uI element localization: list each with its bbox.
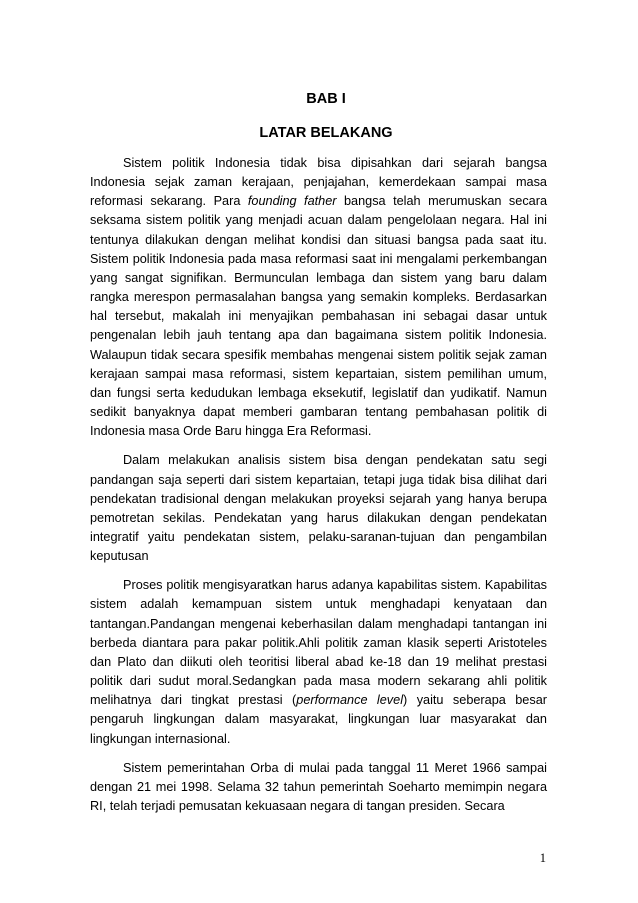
paragraph-text: Proses politik mengisyaratkan harus adanya kapabilitas sistem. Kapabilitas sistem adalah kemampuan sistem untuk menghadapi kenyataan dan tantangan.Pandangan mengenai keberhasilan dalam menghadapi tantangan ini berbeda diantara para pakar politik.Ahli politik zaman klasik seperti Aristoteles dan Plato dan diikuti oleh teoritisi liberal abad ke-18 dan 19 melihat prestasi politik dari sudut moral.Sedangkan pada masa modern sekarang ahli politik melihatnya dari tingkat prestasi ( <box>90 578 547 708</box>
paragraph-text: Sistem pemerintahan Orba di mulai pada tanggal 11 Meret 1966 sampai dengan 21 mei 1998. Selama 32 tahun pemerintah Soeharto memimpin negara RI, telah terjadi pemusatan kekuasaan negara di tangan presiden. Secara <box>90 760 547 813</box>
paragraph-1 <box>90 154 547 441</box>
italic-term: founding father <box>247 194 337 209</box>
paragraph-3 <box>90 576 547 748</box>
page-number: 1 <box>539 851 546 865</box>
chapter-label: BAB I <box>306 91 346 107</box>
paragraph-text: ) yaitu seberapa besar pengaruh lingkungan dalam masyarakat, lingkungan luar masyarakat dan lingkungan internasional. <box>90 693 547 746</box>
chapter-title: LATAR BELAKANG <box>259 125 393 141</box>
paragraph-text: Dalam melakukan analisis sistem bisa dengan pendekatan satu segi pandangan saja seperti dari sistem kepartaian, tetapi juga tidak bisa dilihat dari pendekatan tradisional dengan melakukan proyeksi sejarah yang hanya berupa pemotretan sekilas. Pendekatan yang harus dilakukan dengan pendekatan integratif yaitu pendekatan sistem, pelaku-saranan-tujuan dan pengambilan keputusan <box>90 453 547 564</box>
paragraph-text: bangsa telah merumuskan secara seksama sistem politik yang menjadi acuan dalam pengelolaan negara. Hal ini tentunya dilakukan dengan melihat kondisi dan situasi bangsa pada saat itu. Sistem politik Indonesia pada masa reformasi saat ini mengalami perkembangan yang sangat signifikan. Bermunculan lembaga dan sistem yang baru dalam rangka merespon permasalahan bangsa yang semakin kompleks. Berdasarkan hal tersebut, makalah ini menyajikan pembahasan ini sebagai dasar untuk pengenalan lebih jauh tentang apa dan bagaimana sistem politik Indonesia. Walaupun tidak secara spesifik membahas mengenai sistem politik sejak zaman kerajaan sampai masa reformasi, sistem kepartaian, sistem pemilihan umum, dan fungsi serta kedudukan lembaga eksekutif, legislatif dan yudikatif. Namun sedikit banyaknya dapat memberi gambaran tentang pembahasan politik di Indonesia masa Orde Baru hingga Era Reformasi. <box>90 194 548 439</box>
italic-term: performance level <box>296 693 404 708</box>
paragraph-2 <box>90 451 547 566</box>
paragraph-text: Sistem politik Indonesia tidak bisa dipisahkan dari sejarah bangsa Indonesia sejak zaman kerajaan, penjajahan, kemerdekaan sampai masa reformasi sekarang. Para <box>90 156 547 209</box>
paragraph-4 <box>90 759 547 816</box>
body-text <box>90 154 547 816</box>
